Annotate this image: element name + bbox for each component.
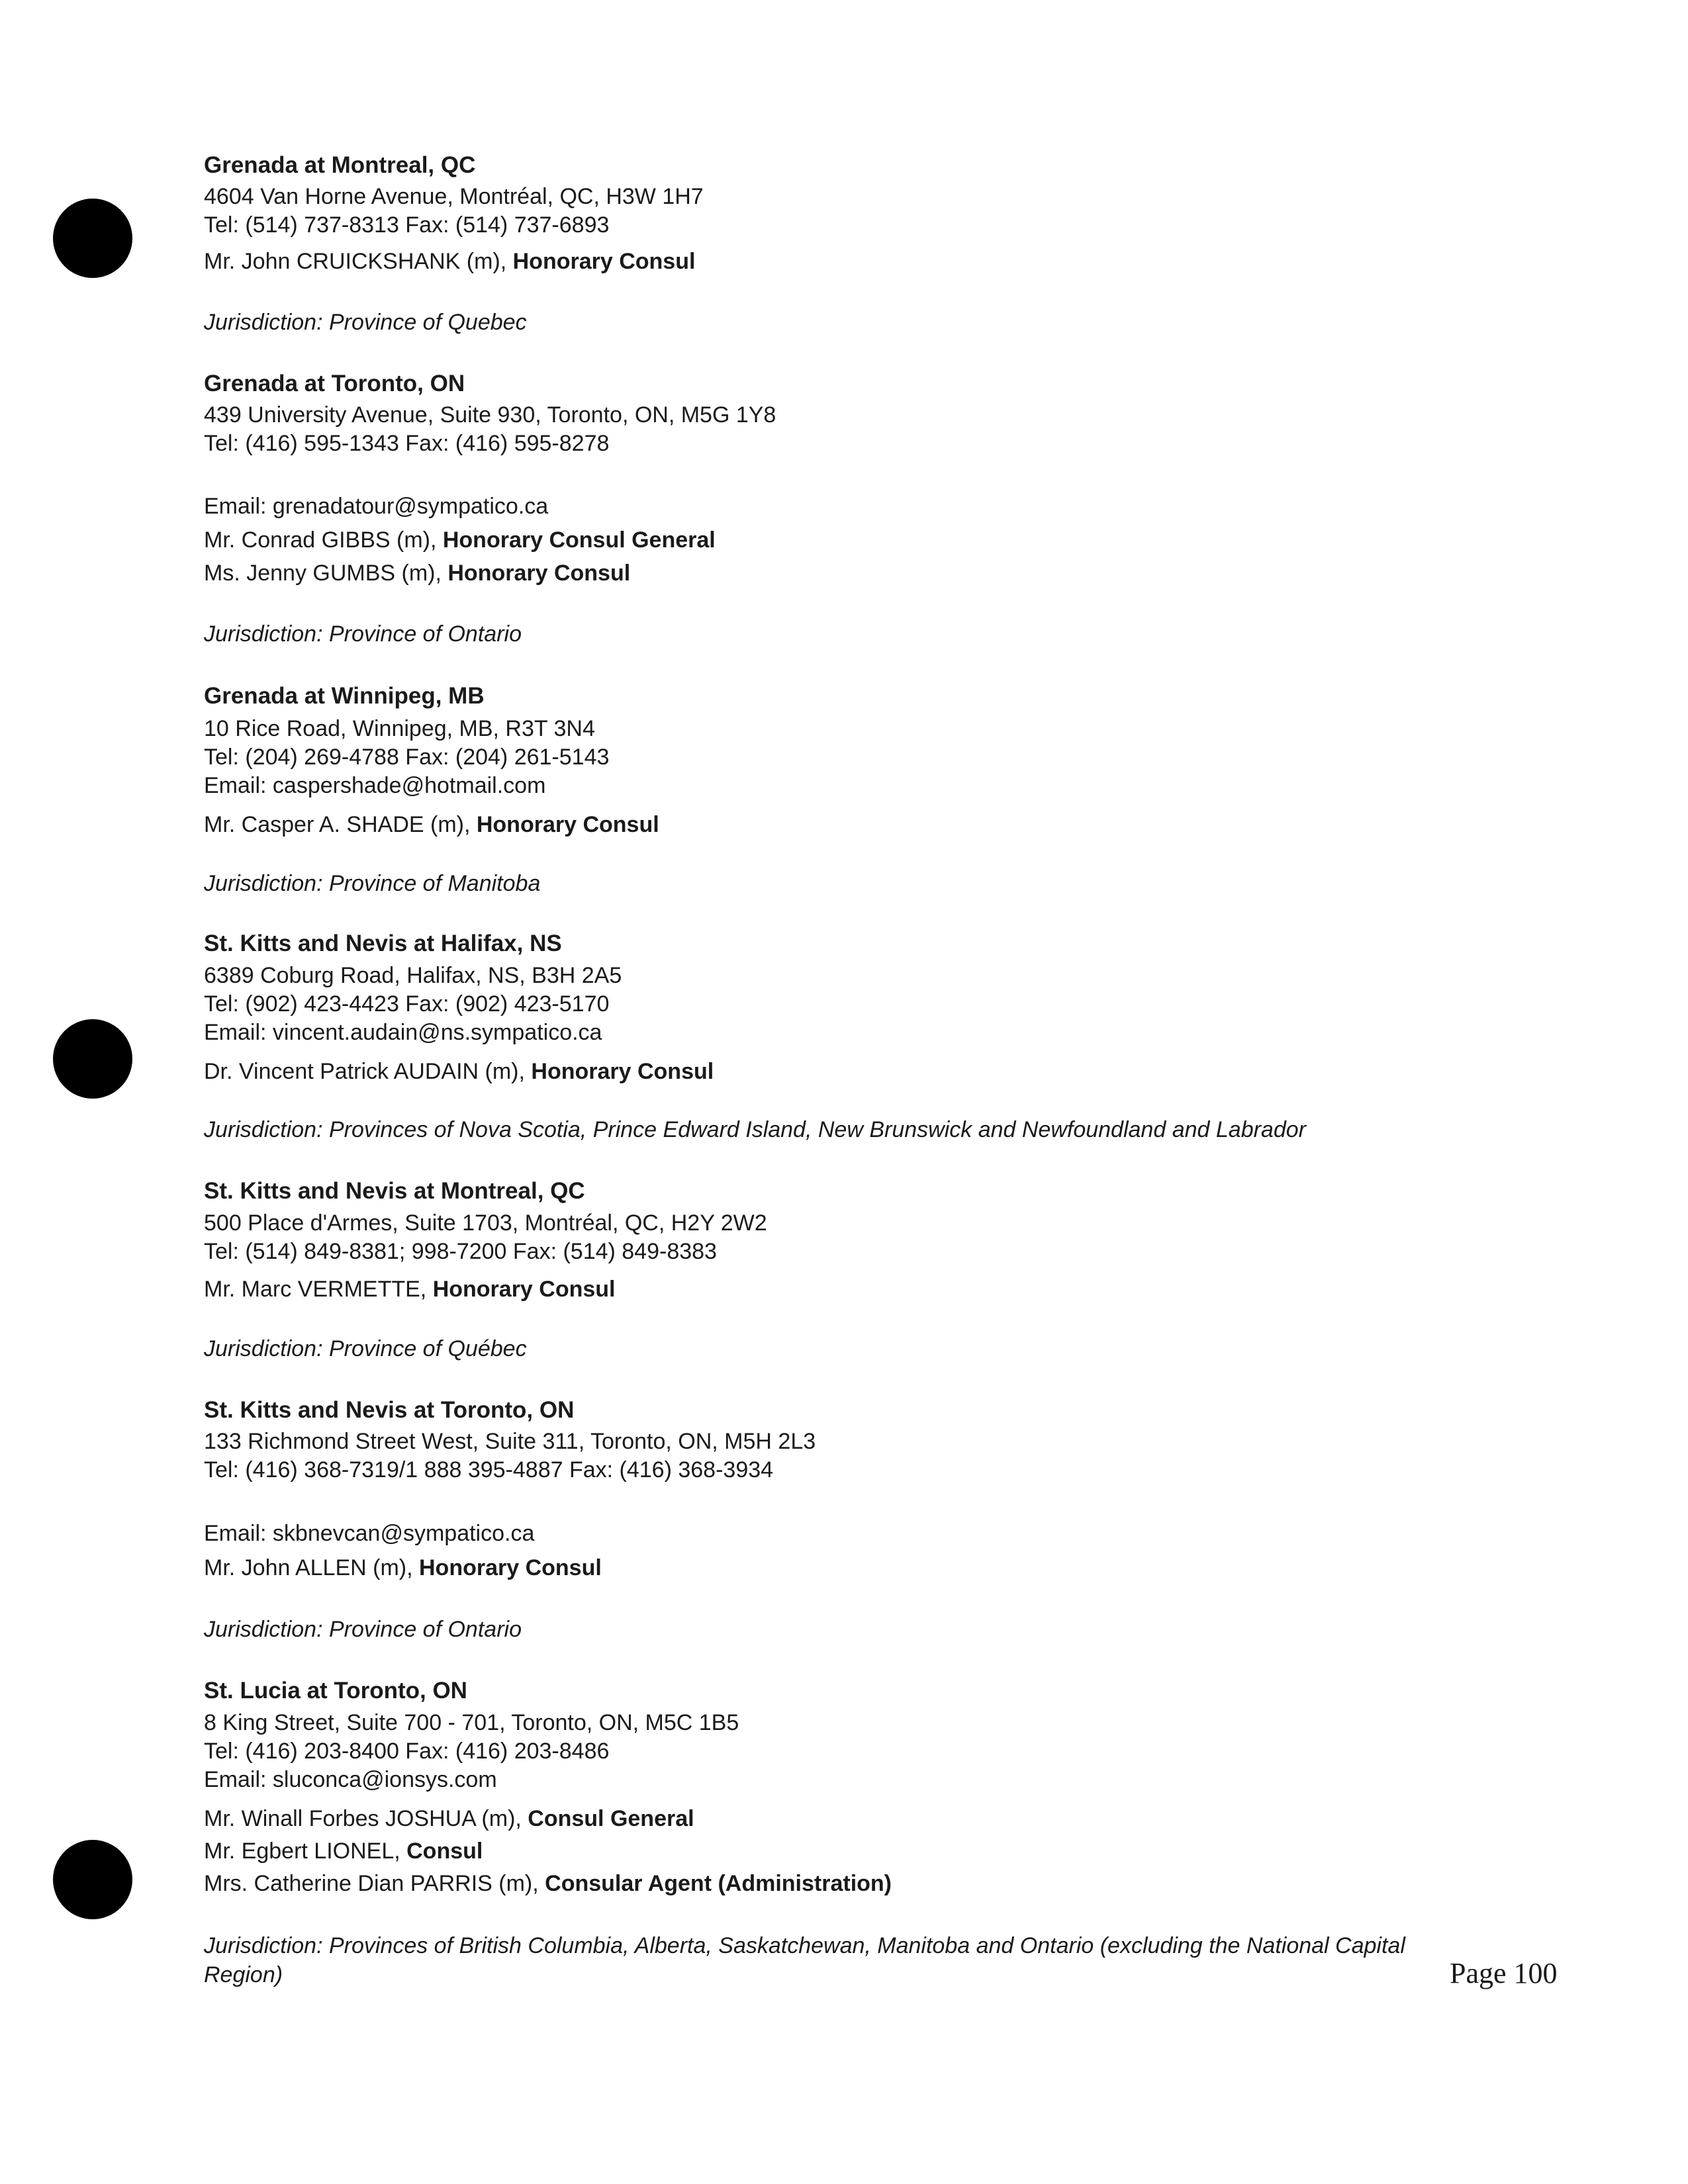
- consulate-address: 500 Place d'Armes, Suite 1703, Montréal, QC, H2Y 2W2: [204, 1210, 767, 1236]
- jurisdiction: Jurisdiction: Provinces of Nova Scotia, Prince Edward Island, New Brunswick and Newfoundland and Labrador: [204, 1117, 1306, 1142]
- person-title: Honorary Consul: [531, 1059, 714, 1084]
- punch-hole: [53, 1840, 132, 1919]
- consulate-email: Email: skbnevcan@sympatico.ca: [204, 1521, 535, 1546]
- consulate-address: 10 Rice Road, Winnipeg, MB, R3T 3N4: [204, 716, 595, 741]
- consulate-heading: St. Kitts and Nevis at Halifax, NS: [204, 931, 562, 956]
- consulate-heading: St. Lucia at Toronto, ON: [204, 1678, 467, 1704]
- punch-hole: [53, 199, 132, 278]
- consulate-phone: Tel: (514) 849-8381; 998-7200 Fax: (514) 849-8383: [204, 1239, 717, 1264]
- consulate-phone: Tel: (416) 203-8400 Fax: (416) 203-8486: [204, 1739, 610, 1764]
- person-title: Honorary Consul: [476, 812, 659, 837]
- consulate-phone: Tel: (514) 737-8313 Fax: (514) 737-6893: [204, 212, 610, 238]
- person-name: Ms. Jenny GUMBS (m),: [204, 561, 448, 586]
- jurisdiction: Jurisdiction: Province of Ontario: [204, 621, 522, 647]
- person-name: Mr. Casper A. SHADE (m),: [204, 812, 477, 837]
- person-name: Mr. John CRUICKSHANK (m),: [204, 249, 513, 274]
- consulate-email: Email: vincent.audain@ns.sympatico.ca: [204, 1020, 602, 1045]
- person-title: Honorary Consul: [432, 1277, 616, 1302]
- consul-person: [204, 1058, 714, 1085]
- consul-person: [204, 527, 716, 553]
- person-name: Mrs. Catherine Dian PARRIS (m),: [204, 1871, 545, 1896]
- jurisdiction: Jurisdiction: Province of Manitoba: [204, 871, 541, 896]
- consulate-address: 4604 Van Horne Avenue, Montréal, QC, H3W 1H7: [204, 184, 704, 209]
- consul-person: [204, 248, 695, 275]
- jurisdiction: Jurisdiction: Province of Québec: [204, 1336, 527, 1361]
- consulate-address: 8 King Street, Suite 700 - 701, Toronto, ON, M5C 1B5: [204, 1710, 739, 1735]
- consulate-heading: St. Kitts and Nevis at Montreal, QC: [204, 1178, 585, 1204]
- consulate-phone: Tel: (902) 423-4423 Fax: (902) 423-5170: [204, 991, 610, 1017]
- consul-person: [204, 1805, 694, 1832]
- consulate-heading: Grenada at Montreal, QC: [204, 152, 476, 178]
- consulate-phone: Tel: (416) 595-1343 Fax: (416) 595-8278: [204, 431, 610, 456]
- page-number: Page 100: [1450, 1957, 1558, 1989]
- jurisdiction: Jurisdiction: Province of Quebec: [204, 310, 527, 335]
- person-title: Consul: [406, 1839, 483, 1864]
- person-title: Honorary Consul: [419, 1555, 602, 1580]
- consulate-email: Email: sluconca@ionsys.com: [204, 1767, 497, 1792]
- consulate-phone: Tel: (204) 269-4788 Fax: (204) 261-5143: [204, 745, 610, 770]
- consul-person: [204, 1276, 616, 1302]
- person-name: Mr. John ALLEN (m),: [204, 1555, 419, 1580]
- jurisdiction: Jurisdiction: Province of Ontario: [204, 1617, 522, 1642]
- consulate-email: Email: caspershade@hotmail.com: [204, 773, 546, 798]
- person-title: Honorary Consul General: [442, 527, 716, 553]
- consulate-address: 439 University Avenue, Suite 930, Toronto, ON, M5G 1Y8: [204, 402, 776, 428]
- person-title: Honorary Consul: [512, 249, 696, 274]
- consulate-email: Email: grenadatour@sympatico.ca: [204, 494, 549, 519]
- person-title: Honorary Consul: [447, 561, 631, 586]
- punch-hole: [53, 1019, 132, 1099]
- consul-person: [204, 1555, 602, 1581]
- person-title: Consular Agent (Administration): [545, 1871, 892, 1896]
- person-name: Mr. Marc VERMETTE,: [204, 1277, 433, 1302]
- person-name: Mr. Conrad GIBBS (m),: [204, 527, 443, 553]
- consul-person: [204, 1838, 483, 1864]
- consul-person: [204, 560, 630, 586]
- consulate-heading: Grenada at Winnipeg, MB: [204, 683, 485, 709]
- person-title: Consul General: [528, 1806, 694, 1831]
- person-name: Dr. Vincent Patrick AUDAIN (m),: [204, 1059, 532, 1084]
- consul-person: [204, 811, 659, 838]
- consul-person: [204, 1870, 892, 1897]
- consulate-address: 133 Richmond Street West, Suite 311, Toronto, ON, M5H 2L3: [204, 1429, 816, 1454]
- consulate-heading: St. Kitts and Nevis at Toronto, ON: [204, 1397, 575, 1423]
- jurisdiction: Jurisdiction: Provinces of British Columbia, Alberta, Saskatchewan, Manitoba and Ontario (excluding the National Capital Region): [204, 1933, 1405, 1987]
- consulate-phone: Tel: (416) 368-7319/1 888 395-4887 Fax: (416) 368-3934: [204, 1457, 774, 1482]
- person-name: Mr. Winall Forbes JOSHUA (m),: [204, 1806, 528, 1831]
- consulate-address: 6389 Coburg Road, Halifax, NS, B3H 2A5: [204, 963, 622, 988]
- consulate-heading: Grenada at Toronto, ON: [204, 371, 465, 396]
- person-name: Mr. Egbert LIONEL,: [204, 1839, 407, 1864]
